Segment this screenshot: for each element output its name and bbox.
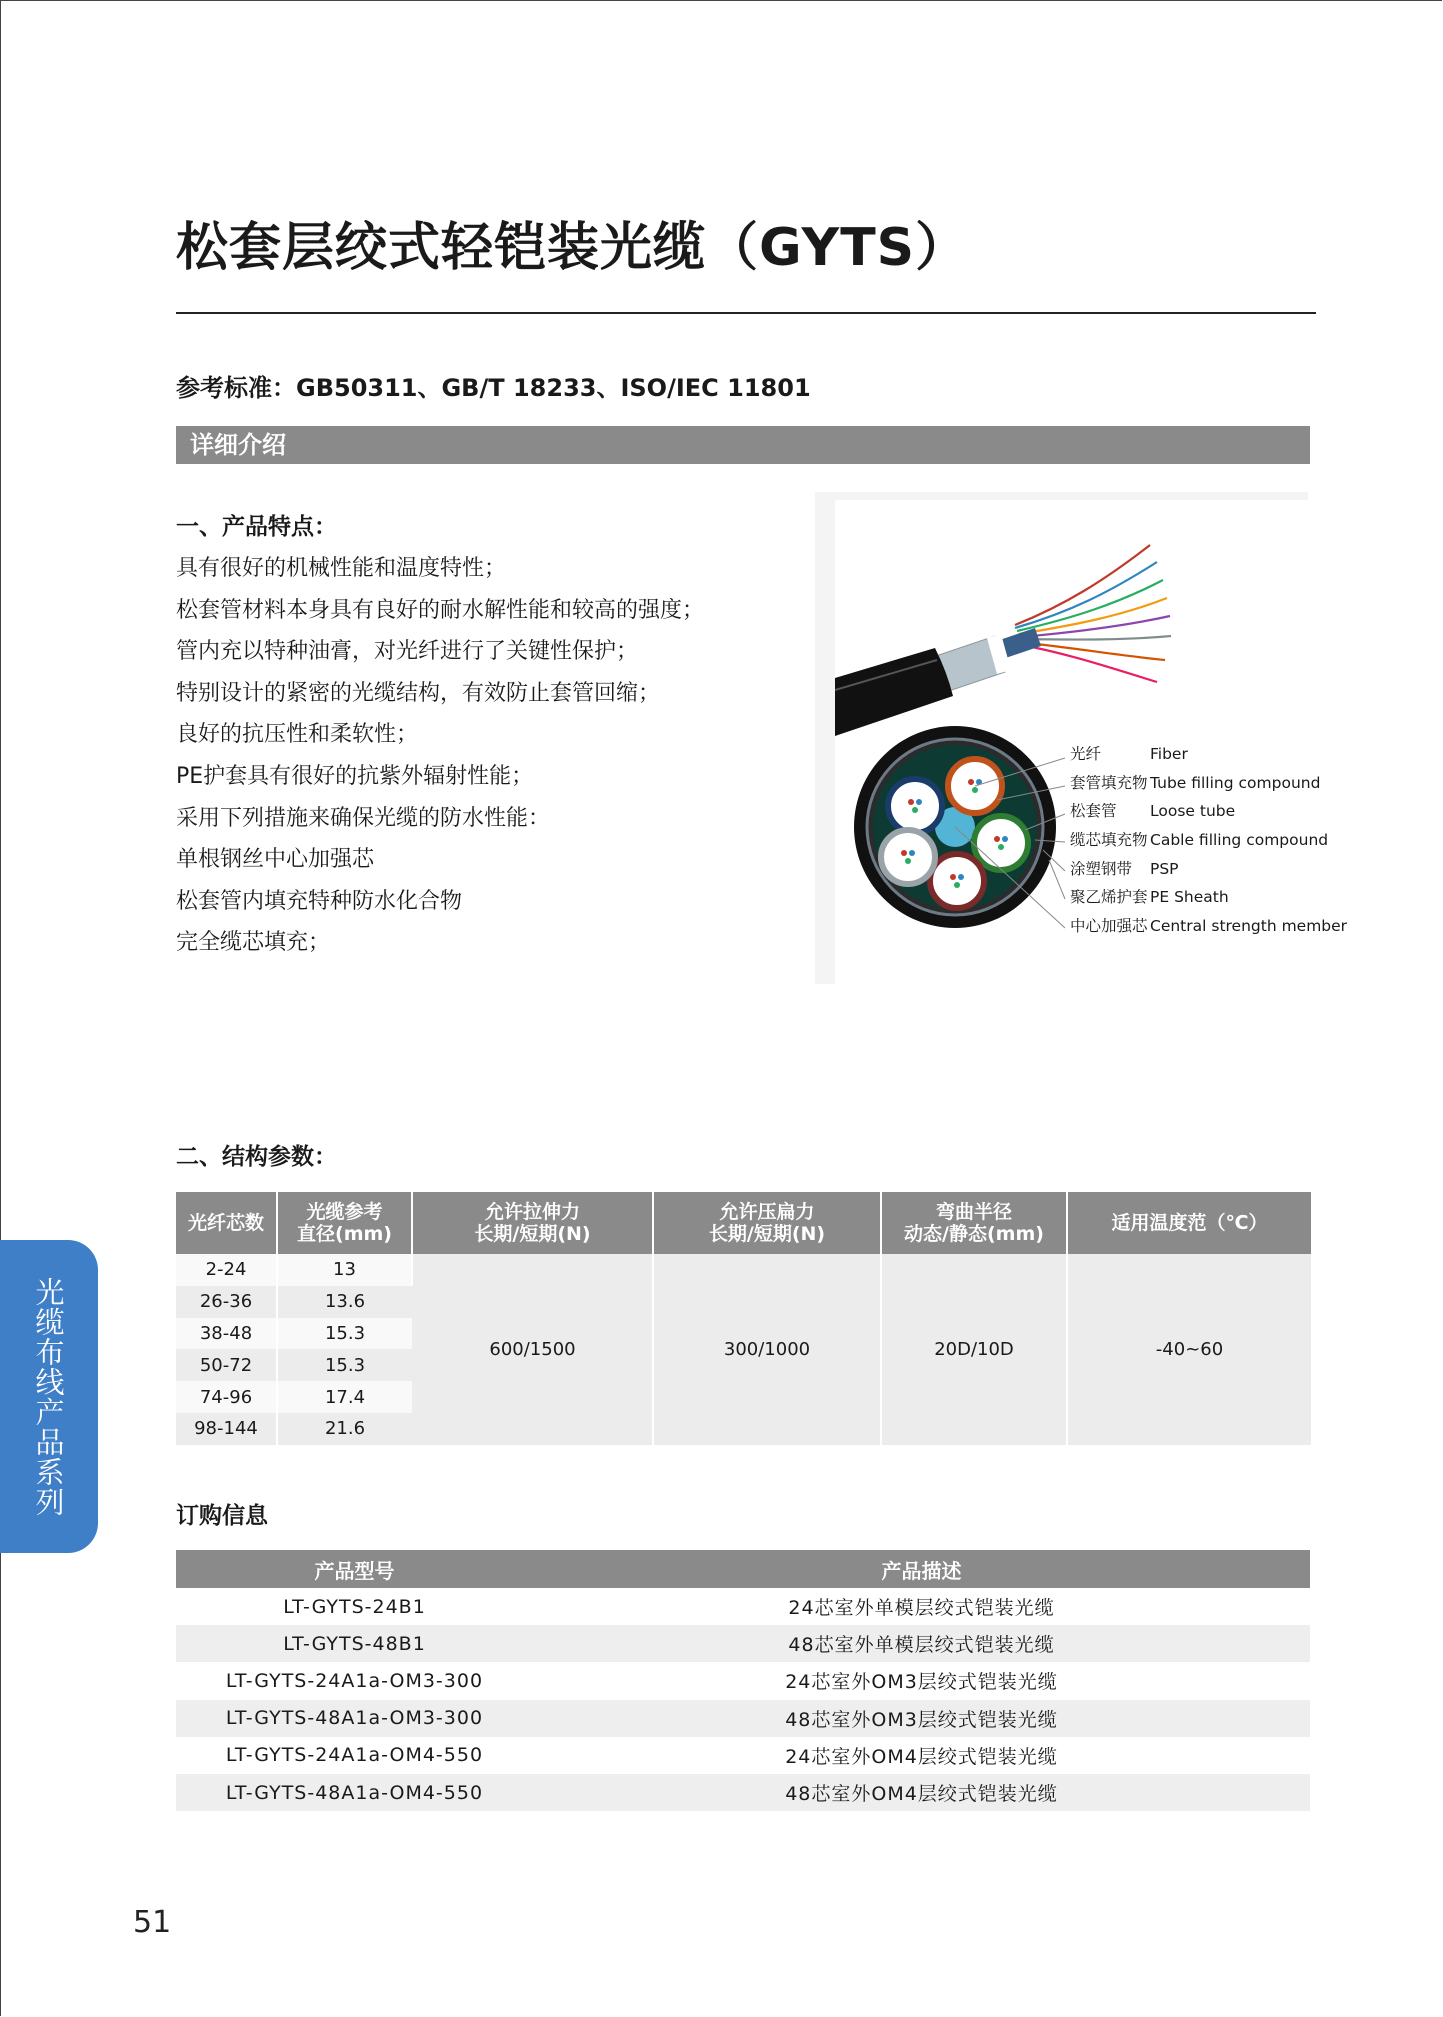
structure-heading: 二、结构参数： [176, 1144, 337, 1170]
reference-standard: 参考标准：GB50311、GB/T 18233、ISO/IEC 11801 [176, 374, 811, 402]
header-tensile-line2: 长期/短期(N) [474, 1223, 591, 1245]
detail-section-bar: 详细介绍 [176, 426, 1310, 464]
header-fiber-count: 光纤芯数 [176, 1192, 277, 1254]
legend-row [1070, 883, 1347, 912]
feature-item: 具有很好的机械性能和温度特性； [176, 556, 507, 581]
cell-desc: 24芯室外OM4层绞式铠装光缆 [785, 1745, 1058, 1768]
header-crush-line2: 长期/短期(N) [708, 1223, 826, 1245]
legend-row [1070, 797, 1347, 826]
header-model: 产品型号 [176, 1550, 533, 1588]
cell-bend: 20D/10D [881, 1254, 1067, 1445]
page-title: 松套层绞式轻铠装光缆（GYTS） [176, 218, 969, 278]
legend-row [1070, 855, 1347, 884]
cell-temp: -40~60 [1067, 1254, 1311, 1445]
cell-fiber-count: 26-36 [176, 1286, 277, 1318]
feature-item: 松套管内填充特种防水化合物 [176, 888, 463, 914]
table-row [176, 1625, 1310, 1662]
legend-en: Fiber [1150, 745, 1188, 763]
header-desc: 产品描述 [533, 1550, 1310, 1588]
legend-en: Cable filling compound [1150, 831, 1329, 850]
cell-model: LT-GYTS-24A1a-OM3-300 [225, 1669, 484, 1692]
legend-cn: 套管填充物 [1070, 773, 1148, 792]
feature-item: 采用下列措施来确保光缆的防水性能： [176, 805, 551, 831]
cell-desc: 48芯室外OM3层绞式铠装光缆 [533, 1700, 1310, 1737]
cell-desc: 24芯室外单模层绞式铠装光缆 [788, 1597, 1055, 1620]
header-crush [653, 1192, 881, 1254]
feature-item: PE护套具有很好的抗紫外辐射性能； [176, 763, 534, 789]
cell-fiber-count: 98-144 [176, 1413, 277, 1445]
legend-cn: 松套管 [1070, 802, 1117, 821]
cell-desc: 24芯室外OM3层绞式铠装光缆 [785, 1671, 1058, 1694]
header-diameter-line1: 光缆参考 [306, 1201, 383, 1223]
feature-item: 松套管材料本身具有良好的耐水解性能和较高的强度； [176, 597, 705, 623]
header-tensile-line1: 允许拉伸力 [484, 1201, 580, 1223]
cell-diameter: 15.3 [277, 1349, 412, 1381]
fiber-strands-icon [1015, 545, 1171, 682]
table-row [176, 1662, 1310, 1699]
legend-en: Central strength member [1150, 917, 1348, 936]
cell-tensile: 600/1500 [412, 1254, 653, 1445]
structure-header-row [176, 1192, 1311, 1254]
features-list [176, 548, 704, 964]
header-diameter [277, 1192, 412, 1254]
figure-legend [1070, 740, 1347, 941]
cell-model: LT-GYTS-24B1 [283, 1595, 426, 1618]
header-temp: 适用温度范（℃） [1067, 1192, 1311, 1254]
cell-fiber-count: 38-48 [176, 1318, 277, 1350]
cell-fiber-count: 2-24 [176, 1254, 277, 1286]
legend-en: Loose tube [1150, 802, 1236, 821]
legend-row [1070, 912, 1347, 941]
header-crush-line1: 允许压扁力 [719, 1201, 815, 1223]
cell-diameter: 13.6 [277, 1286, 412, 1318]
features-heading: 一、产品特点： [176, 514, 337, 540]
feature-item: 管内充以特种油膏，对光纤进行了关键性保护； [176, 639, 639, 665]
cell-model: LT-GYTS-48A1a-OM3-300 [176, 1700, 533, 1737]
order-header-row [176, 1550, 1310, 1588]
cell-crush: 300/1000 [653, 1254, 881, 1445]
feature-item: 单根钢丝中心加强芯 [176, 847, 375, 873]
cell-diameter: 21.6 [277, 1413, 412, 1445]
legend-en: Tube filling compound [1150, 773, 1321, 792]
table-row [176, 1700, 1310, 1737]
header-bend [881, 1192, 1067, 1254]
legend-cn: 中心加强芯 [1070, 917, 1148, 936]
table-row [176, 1774, 1310, 1811]
header-bend-line1: 弯曲半径 [935, 1201, 1012, 1223]
page-number: 51 [133, 1905, 172, 1940]
legend-row [1070, 826, 1347, 855]
legend-cn: 缆芯填充物 [1070, 831, 1148, 850]
legend-cn: 涂塑钢带 [1070, 859, 1133, 878]
title-divider [176, 312, 1316, 314]
feature-item: 良好的抗压性和柔软性； [176, 722, 419, 748]
cell-diameter: 15.3 [277, 1318, 412, 1350]
cell-diameter: 13 [277, 1254, 412, 1286]
legend-cn: 光纤 [1070, 745, 1102, 763]
cell-fiber-count: 50-72 [176, 1349, 277, 1381]
legend-en: PSP [1150, 859, 1179, 878]
legend-cn: 聚乙烯护套 [1070, 888, 1148, 907]
header-tensile [412, 1192, 653, 1254]
structure-table [176, 1192, 1311, 1445]
table-row [176, 1588, 1310, 1625]
order-table [176, 1550, 1310, 1811]
feature-item: 完全缆芯填充； [176, 930, 331, 956]
cell-model: LT-GYTS-24A1a-OM4-550 [225, 1744, 484, 1767]
table-row [176, 1254, 1311, 1286]
legend-row [1070, 740, 1347, 769]
cell-fiber-count: 74-96 [176, 1381, 277, 1413]
cell-model: LT-GYTS-48B1 [176, 1625, 533, 1662]
legend-en: PE Sheath [1150, 888, 1229, 907]
cell-desc: 48芯室外单模层绞式铠装光缆 [533, 1625, 1310, 1662]
cell-diameter: 17.4 [277, 1381, 412, 1413]
cell-desc: 48芯室外OM4层绞式铠装光缆 [533, 1774, 1310, 1811]
feature-item: 特别设计的紧密的光缆结构，有效防止套管回缩； [176, 680, 661, 706]
side-tab-label: 光缆布线产品系列 [0, 1240, 98, 1553]
table-row [176, 1737, 1310, 1774]
order-heading: 订购信息 [176, 1503, 268, 1529]
cell-model: LT-GYTS-48A1a-OM4-550 [176, 1774, 533, 1811]
header-diameter-line2: 直径(mm) [297, 1223, 392, 1245]
legend-row [1070, 769, 1347, 798]
header-bend-line2: 动态/静态(mm) [904, 1223, 1044, 1245]
